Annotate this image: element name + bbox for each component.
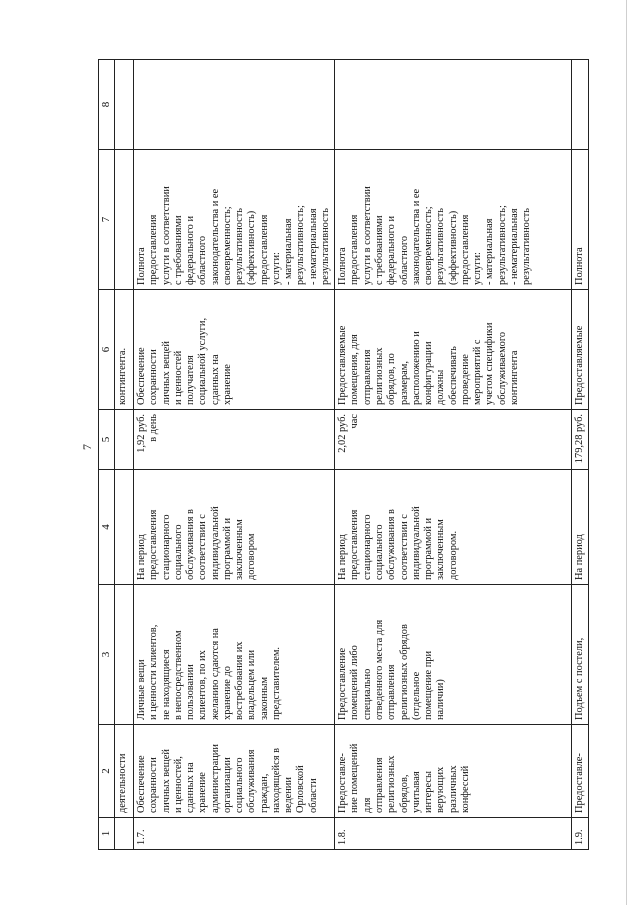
- row-number: 1.7.: [133, 818, 334, 850]
- service-conditions: Предоставляемые помещения, для отправления религиозных обрядов, по размерам, расположению и конфигурации должны обеспечивать проведение мероприятий с учетом специфики обслуживаемого контингента: [335, 290, 572, 410]
- extra-cell: [335, 60, 572, 150]
- service-term: На период предоставления стационарного социального обслуживания в соответствии с индивидуальной программой и заключенным договором.: [335, 470, 572, 585]
- quality-indicators: Полнота: [572, 150, 589, 290]
- services-table: [98, 59, 589, 850]
- extra-cell: [133, 60, 334, 150]
- service-content: Подъем с постели,: [572, 585, 589, 725]
- service-name: Предоставле-: [572, 725, 589, 818]
- service-tariff: 179,28 руб.: [572, 410, 589, 470]
- service-tariff: 2,02 руб. час: [335, 410, 572, 470]
- service-term: На период: [572, 470, 589, 585]
- service-name: Обеспечение сохранности личных вещей и ценностей, сданных на хранение администрации организации социального обслуживания граждан, находящейся в ведении Орловской области: [133, 725, 334, 818]
- quality-indicators: Полнота предоставления услуги в соответствии с требованиями федерального и областного законодательства и ее своевременность; результативность (эффективность) предоставления услуги: - материальная результативность; - нематериальная результативность: [133, 150, 334, 290]
- table-row: [572, 60, 589, 850]
- rotated-page-content: [80, 60, 600, 850]
- column-number-row: [99, 60, 115, 850]
- service-content: Личные вещи и ценности клиентов, не находящиеся в непосредственном пользовании клиентов, по их желанию сдаются на хранение до востребования их владельцем или законным представителем.: [133, 585, 334, 725]
- service-name: Предоставле- ние помещений для отправления религиозных обрядов, учитывая интересы верующих различных конфессий: [335, 725, 572, 818]
- service-conditions: Предоставляемые: [572, 290, 589, 410]
- service-content: Предоставление помещений либо специально отведенного места для отправления религиозных обрядов (отдельное помещение при наличии): [335, 585, 572, 725]
- column-header: 1: [99, 818, 115, 850]
- extra-cell: [572, 60, 589, 150]
- continuation-text: контингента.: [114, 290, 133, 410]
- column-header: 7: [99, 150, 115, 290]
- table-row: [335, 60, 572, 850]
- row-number: 1.9.: [572, 818, 589, 850]
- page-number: 7: [80, 444, 94, 450]
- column-header: 2: [99, 725, 115, 818]
- service-term: На период предоставления стационарного социального обслуживания в соответствии с индивидуальной программой и заключенным договором: [133, 470, 334, 585]
- scan-edge-line: [626, 0, 627, 905]
- column-header: 8: [99, 60, 115, 150]
- service-conditions: Обеспечение сохранности личных вещей и ценностей получателя социальной услуги, сданных на хранение: [133, 290, 334, 410]
- continuation-text: деятельности: [114, 725, 133, 818]
- quality-indicators: Полнота предоставления услуги в соответствии с требованиями федерального и областного законодательства и ее своевременность; результативность (эффективность) предоставления услуги: - материальная результативность; - нематериальная результативность: [335, 150, 572, 290]
- table-row: [133, 60, 334, 850]
- column-header: 6: [99, 290, 115, 410]
- service-tariff: 1,92 руб. в день: [133, 410, 334, 470]
- row-number: 1.8.: [335, 818, 572, 850]
- column-header: 4: [99, 470, 115, 585]
- column-header: 5: [99, 410, 115, 470]
- column-header: 3: [99, 585, 115, 725]
- continuation-row: [114, 60, 133, 850]
